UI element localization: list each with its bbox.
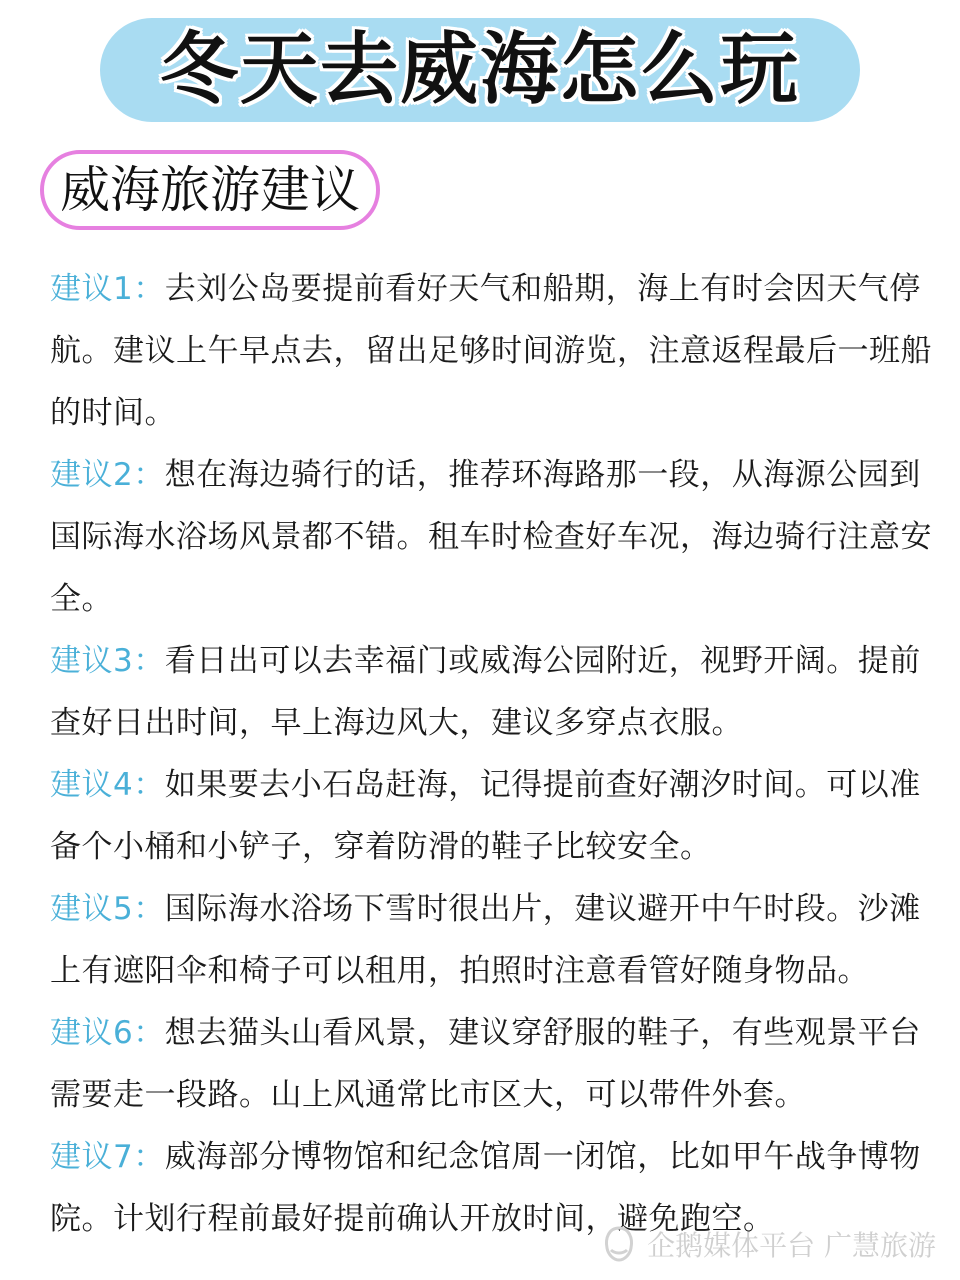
tip-item xyxy=(50,878,940,1002)
watermark xyxy=(599,1222,936,1266)
tip-text: 想去猫头山看风景，建议穿舒服的鞋子，有些观景平台需要走一段路。山上风通常比市区大，可以带件外套。 xyxy=(50,1015,921,1113)
title-banner xyxy=(100,18,860,122)
tip-item xyxy=(50,1002,940,1126)
page-title: 冬天去威海怎么玩 xyxy=(159,25,800,115)
tip-item xyxy=(50,444,940,630)
tip-text: 去刘公岛要提前看好天气和船期，海上有时会因天气停航。建议上午早点去，留出足够时间游览，注意返程最后一班船的时间。 xyxy=(50,271,932,431)
tip-text: 想在海边骑行的话，推荐环海路那一段，从海源公园到国际海水浴场风景都不错。租车时检查好车况，海边骑行注意安全。 xyxy=(50,457,932,617)
tip-label: 建议6： xyxy=(50,1015,165,1051)
tip-label: 建议7： xyxy=(50,1139,165,1175)
tip-item xyxy=(50,258,940,444)
tip-item xyxy=(50,754,940,878)
tip-label: 建议3： xyxy=(50,643,165,679)
tip-text: 看日出可以去幸福门或威海公园附近，视野开阔。提前查好日出时间，早上海边风大，建议多穿点衣服。 xyxy=(50,643,921,741)
tip-label: 建议1： xyxy=(50,271,165,307)
tip-text: 如果要去小石岛赶海，记得提前查好潮汐时间。可以准备个小桶和小铲子，穿着防滑的鞋子比较安全。 xyxy=(50,767,921,865)
watermark-text: 企鹅媒体平台 广慧旅游 xyxy=(647,1229,936,1262)
tip-label: 建议5： xyxy=(50,891,165,927)
tip-label: 建议2： xyxy=(50,457,165,493)
tip-item xyxy=(50,630,940,754)
tip-text: 威海部分博物馆和纪念馆周一闭馆，比如甲午战争博物院。计划行程前最好提前确认开放时间，避免跑空。 xyxy=(50,1139,921,1237)
section-heading: 威海旅游建议 xyxy=(40,150,380,230)
tips-list xyxy=(50,258,940,1250)
tip-label: 建议4： xyxy=(50,767,165,803)
tip-text: 国际海水浴场下雪时很出片，建议避开中午时段。沙滩上有遮阳伞和椅子可以租用，拍照时注意看管好随身物品。 xyxy=(50,891,921,989)
penguin-logo-icon xyxy=(599,1224,639,1264)
